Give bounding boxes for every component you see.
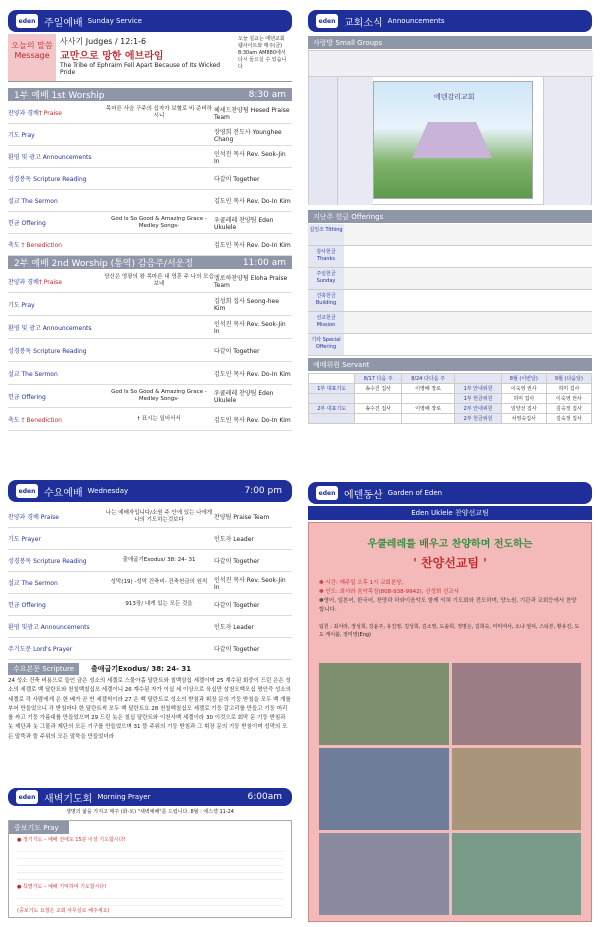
- order-person: 다같이 Together: [214, 558, 260, 565]
- order-person: 다같이 Together: [214, 646, 260, 653]
- team-photo: [452, 663, 582, 745]
- group-labels: [309, 77, 337, 205]
- eden-logo-icon: eden: [16, 790, 38, 804]
- order-row: [8, 408, 292, 431]
- order-person: 다같이 Together: [214, 602, 260, 609]
- servant-cell: 이영배 장로: [401, 404, 454, 414]
- offerings-title: 지난주 헌금 Offerings: [308, 210, 592, 223]
- order-item: 환영 및광고 Announcements: [8, 624, 90, 631]
- order-item: 찬양과 경배† Praise: [8, 278, 62, 286]
- worship2-order: [8, 270, 292, 431]
- offering-row: [308, 224, 592, 246]
- order-item: 헌금 Offering: [8, 220, 46, 227]
- servant-cell: 이영배 장로: [401, 384, 454, 394]
- order-row: [8, 124, 292, 146]
- offering-row: [308, 312, 592, 334]
- servant-row: [309, 384, 592, 394]
- offering-label: 기타 Special Offering: [308, 334, 344, 355]
- servant-cell: [309, 414, 355, 424]
- servant-head-cell: 9월 (다음달): [546, 374, 591, 384]
- order-row: [8, 168, 292, 190]
- servant-cell: [355, 414, 401, 424]
- servant-head: [309, 374, 592, 384]
- poster-title: 우쿨레레를 배우고 찬양하며 전도하는: [367, 539, 533, 550]
- small-groups-table: [308, 50, 592, 205]
- small-groups-head: [309, 51, 593, 77]
- morning-time: 6:00am: [247, 792, 282, 802]
- news-subtitle: Announcements: [387, 17, 445, 25]
- news-title: 교회소식: [344, 17, 383, 29]
- order-row: [8, 339, 292, 362]
- order-music: 목마른 사슴 구주의 십자가 보혈로 비 준비하시니: [105, 105, 213, 119]
- offering-value: [344, 224, 592, 245]
- order-row: [8, 385, 292, 408]
- wednesday-order: [8, 506, 292, 660]
- intercession-box: [8, 820, 292, 918]
- offering-value: [344, 334, 592, 355]
- sermon-title-en: The Tribe of Ephraim Fell Apart Because of Its Wicked Pride: [60, 62, 221, 76]
- order-item: 기도 Prayer: [8, 536, 41, 543]
- servant-cell: 송수진 집사: [355, 384, 401, 394]
- order-item: 축도 † Benediction: [8, 416, 62, 424]
- offering-row: [308, 334, 592, 356]
- church-label: 에덴감리교회: [434, 93, 475, 101]
- sermon-title: 교만으로 망한 에브라임: [60, 51, 164, 62]
- eden-panel: [300, 478, 600, 927]
- servant-head-cell: 8월 (이번달): [501, 374, 546, 384]
- wed-row: [8, 638, 292, 660]
- offering-label: 선교헌금 Mission: [308, 312, 344, 333]
- order-person: 인석진 목사 Rev. Seok-Jin In: [214, 150, 286, 165]
- order-item: 축도 † Benediction: [8, 242, 62, 249]
- order-music: 나는 예배자입니다/소원 주 안에 있는 나에게 나의 기도하는것보다: [105, 509, 213, 523]
- order-row: [8, 234, 292, 256]
- servant-cell: 1부 헌금위원: [455, 394, 501, 404]
- order-person: 인도자 Leader: [214, 536, 254, 543]
- servant-head-cell: 8/17 다음 주: [355, 374, 401, 384]
- order-row: [8, 146, 292, 168]
- order-item: 성경봉독 Scripture Reading: [8, 347, 87, 355]
- poster-description: ✽영어, 일본어, 한국어, 찬양과 하와이음악도 함께 익혀 기도회와 전도하며, 양노원, 기관과 교회등에서 찬양합니다.: [319, 598, 577, 613]
- order-item: 설교 The Sermon: [8, 580, 58, 587]
- servant-cell: 차영숙집사: [501, 414, 546, 424]
- message-label: 오늘의 말씀 Message: [8, 34, 56, 81]
- order-person: 인도자 Leader: [214, 624, 254, 631]
- offerings-table: [308, 224, 592, 356]
- offering-row: [308, 246, 592, 268]
- offering-row: [308, 268, 592, 290]
- morning-subtitle: Morning Prayer: [97, 793, 151, 801]
- team-photo: [452, 748, 582, 830]
- group-names: [337, 77, 373, 205]
- order-person: 김도인 목사 Rev. Do-In Kim: [214, 416, 291, 424]
- offering-value: [344, 312, 592, 333]
- poster-time: ✽ 시간: 매주일 오후 1시 교회본당,: [319, 580, 404, 586]
- order-person: 장영희 전도사 Younghee Chang: [214, 128, 282, 143]
- servant-cell: [355, 394, 401, 404]
- sermon-note: 오늘 설교는 에덴교회 웹사이트와 매주(금) 8:30am AM880에서 다시 들으실 수 있습니다: [238, 36, 287, 70]
- small-groups-title: 사랑방 Small Groups: [308, 36, 592, 49]
- servant-cell: [401, 414, 454, 424]
- order-item: 헌금 Offering: [8, 602, 46, 609]
- servant-cell: 임양선 집사: [501, 404, 546, 414]
- wed-row: [8, 550, 292, 572]
- mission-list: [543, 77, 591, 205]
- order-row: [8, 270, 292, 293]
- poster-members: 팀원 : 최서라, 장성희, 강윤주, 유진영, 김성희, 김소영, 도솔희, 정명은, 김희숙, 미미여사, 소냐 엄덕, 스티븐, 황유진, 도도 케이블, 장미영(Eng): [319, 624, 580, 638]
- poster-details: [319, 579, 581, 615]
- church-painting: [373, 81, 533, 199]
- order-item: 설교 The Sermon: [8, 198, 58, 205]
- scripture-label: 수요본문 Scripture: [8, 663, 79, 675]
- photo-grid: [319, 663, 581, 915]
- regular-prayer: ● 정기기도 – 예배 전에도 15분 이상 기도합시다!: [17, 837, 126, 843]
- eden-header: [308, 482, 592, 504]
- team-photo: [319, 833, 449, 915]
- sermon-reference: 사사기 Judges / 12:1-6: [60, 37, 147, 46]
- morning-title: 새벽기도회: [44, 793, 93, 805]
- servant-cell: [309, 394, 355, 404]
- order-person: 김도인 목사 Rev. Do-In Kim: [214, 370, 291, 378]
- servant-blank: [309, 374, 355, 384]
- prayer-list: [17, 845, 283, 881]
- eden-subtitle: Garden of Eden: [387, 489, 443, 497]
- wed-row: [8, 506, 292, 528]
- offering-value: [344, 290, 592, 311]
- order-music: 성막(19) -성막 건축비- 건축헌금의 원칙: [110, 579, 208, 585]
- offering-label: 십일조 Tithing: [308, 224, 344, 245]
- scripture-reference: 출애굽기Exodus/ 38: 24- 31: [91, 665, 192, 673]
- worship2-bar: 2부 예배 2nd Worship (통역) 감음주/서운정 11:00 am: [8, 256, 292, 269]
- sunday-subtitle: Sunday Service: [87, 17, 142, 25]
- order-item: 설교 The Sermon: [8, 370, 58, 378]
- servant-cell: 송수진 집사: [355, 404, 401, 414]
- news-panel: [300, 0, 600, 440]
- special-list: [17, 892, 283, 906]
- servant-title: 예배위원 Servant: [308, 358, 592, 371]
- wed-row: [8, 616, 292, 638]
- order-music: God Is So Good & Amazing Grace -Medley Songs-: [111, 215, 207, 229]
- order-person: 우쿨레레 찬양팀 Eden Ukulele: [214, 216, 274, 231]
- servant-cell: 이숙영 권사: [546, 394, 591, 404]
- servant-row: [309, 394, 592, 404]
- order-person: 인석진 목사 Rev. Seok-Jin In: [214, 576, 286, 591]
- servant-cell: 2부 안내위원: [455, 404, 501, 414]
- worship1-bar: 1부 예배 1st Worship 8:30 am: [8, 88, 292, 101]
- order-item: 환영 및 광고 Announcements: [8, 324, 92, 332]
- servant-head-cell: 8/24 다다음 주: [401, 374, 454, 384]
- news-header: [308, 10, 592, 32]
- eden-logo-icon: eden: [316, 486, 338, 500]
- poster-subtitle: ' 찬양선교팀 ': [413, 556, 487, 570]
- order-item: 주기도문 Lord's Prayer: [8, 646, 73, 653]
- order-person: 다같이 Together: [214, 176, 260, 183]
- pray-footnote: (중보기도 요청은 교회 사무실로 해주세요): [17, 908, 110, 914]
- special-prayer: ● 특별기도 – 예배 기억하며 기도합시다!: [17, 884, 107, 890]
- order-person: 엘로하찬양팀 Eloha Praise Team: [214, 275, 288, 289]
- wednesday-header: [8, 480, 292, 502]
- wednesday-panel: [0, 478, 300, 927]
- order-music: † 표시는 일어서서: [137, 415, 181, 422]
- order-person: 김도인 목사 Rev. Do-In Kim: [214, 242, 291, 249]
- message-box: [8, 34, 292, 82]
- servant-head-cell: [455, 374, 501, 384]
- order-item: 찬양과 경배 Praise: [8, 514, 59, 521]
- scripture-bar: [8, 663, 292, 675]
- order-row: [8, 102, 292, 124]
- offering-label: 건축헌금 Building: [308, 290, 344, 311]
- order-row: [8, 362, 292, 385]
- eden-title: 에덴동산: [344, 489, 383, 501]
- servant-cell: 이숙영 권사: [501, 384, 546, 394]
- ukulele-band-title: Eden Uklele 찬양선교팀: [308, 506, 592, 520]
- servant-cell: 허미 집사: [546, 384, 591, 394]
- wed-row: [8, 572, 292, 594]
- servant-cell: 2부 대표기도: [309, 404, 355, 414]
- order-person: 김도인 목사 Rev. Do-In Kim: [214, 198, 291, 205]
- eden-logo-icon: eden: [316, 14, 338, 28]
- servant-table: [308, 373, 592, 424]
- order-music: God Is So Good & Amazing Grace -Medley Songs-: [111, 389, 207, 402]
- order-person: 김성희 집사 Seong-hee Kim: [214, 298, 279, 312]
- order-music: 913장/ 내게 있는 모든 것을: [125, 601, 193, 607]
- servant-cell: 2부 헌금위원: [455, 414, 501, 424]
- wednesday-subtitle: Wednesday: [87, 487, 129, 495]
- offering-value: [344, 246, 592, 267]
- order-person: 인석진 목사 Rev. Seok-Jin In: [214, 321, 286, 335]
- team-photo: [319, 748, 449, 830]
- order-music: 출애굽기Exodus/ 38: 24- 31: [122, 557, 196, 563]
- eden-logo-icon: eden: [16, 14, 38, 28]
- order-item: 찬양과 경배† Praise: [8, 110, 62, 117]
- order-person: 헤세드찬양팀 Hesed Praise Team: [214, 106, 290, 121]
- order-item: 성경봉독 Scripture Reading: [8, 558, 87, 565]
- order-item: 성경봉독 Scripture Reading: [8, 176, 87, 183]
- order-music: 당신은 영광의 왕 목마른 내 영혼 주 나의 모습보네: [104, 274, 214, 287]
- morning-prayer-header: [8, 788, 292, 806]
- servant-row: [309, 414, 592, 424]
- sunday-header: [8, 10, 292, 32]
- order-person: 다같이 Together: [214, 347, 260, 355]
- pray-label: 중보기도 Pray: [9, 821, 69, 834]
- offering-row: [308, 290, 592, 312]
- wednesday-title: 수요예배: [44, 487, 83, 499]
- servant-cell: 허미 집사: [501, 394, 546, 404]
- servant-row: [309, 404, 592, 414]
- worship1-order: [8, 102, 292, 256]
- sunday-panel: [0, 0, 300, 440]
- offering-label: 주일헌금 Sunday: [308, 268, 344, 289]
- ukulele-poster: [308, 522, 592, 922]
- team-photo: [319, 663, 449, 745]
- wed-row: [8, 594, 292, 616]
- servant-cell: 김숙정 집사: [546, 414, 591, 424]
- team-photo: [452, 833, 582, 915]
- order-row: [8, 316, 292, 339]
- scripture-verses: 24 성소 건축 비용으로 들인 금은 성소의 세겔로 스물아홉 달란트와 칠백삼십 세겔이며 25 계수된 회중이 드린 은은 성소의 세겔로 백 달란트와 천칠백칠십오 세겔이니 26 계수된 자가 이십 세 이상으로 육십만 삼천오백오십 명인즉 성소의 세겔로 각 사람에게 은 한 베가 곧 반 세겔씩이라 27 은 백 달란트로 성소의 받침과 휘장 문의 기둥 받침을 모두 백 개를 부어 만들었으니 각 받침마다 한 달란트씩 모두 백 달란트요 28 천칠백칠십오 세겔로 기둥 갈고리를 만들고 기둥 머리를 싸고 기둥 가름대를 만들었으며 29 드린 놋은 칠십 달란트와 이천사백 세겔이라 30 이것으로 회막 문 기둥 받침과 놋 제단과 놋 그물과 제단의 모든 기구를 만들었으며 31 뜰 주위의 기둥 받침과 그 휘장 문의 기둥 받침이며 성막의 모든 말뚝과 뜰 주위의 모든 말뚝을 만들었더라: [8, 678, 291, 740]
- servant-cell: 1부 안내위원: [455, 384, 501, 394]
- order-row: [8, 293, 292, 316]
- eden-logo-icon: eden: [16, 484, 38, 498]
- order-item: 기도 Pray: [8, 132, 35, 139]
- servant-cell: [401, 394, 454, 404]
- order-item: 환영 및 광고 Announcements: [8, 154, 92, 161]
- order-item: 헌금 Offering: [8, 393, 46, 401]
- wednesday-time: 7:00 pm: [244, 486, 282, 496]
- order-row: [8, 190, 292, 212]
- wed-row: [8, 528, 292, 550]
- order-person: 우쿨레레 찬양팀 Eden Ukulele: [214, 390, 274, 404]
- servant-cell: 1부 대표기도: [309, 384, 355, 394]
- church-roof-icon: [412, 122, 492, 158]
- sunday-title: 주일예배: [44, 17, 83, 29]
- offering-label: 감사헌금 Thanks: [308, 246, 344, 267]
- morning-note: 생명의 삶을 가지고 매주 (화-토) "새벽예배"를 드립니다. 8월 : 에스겔 11-24: [66, 809, 234, 815]
- servant-cell: 김숙정 집사: [546, 404, 591, 414]
- offering-value: [344, 268, 592, 289]
- order-row: [8, 212, 292, 234]
- order-person: 찬양팀 Praise Team: [214, 514, 270, 521]
- order-item: 기도 Pray: [8, 301, 35, 309]
- poster-leader: ✽ 인도: 최서라 음악목장(808-938-9942), 신성희 선교사: [319, 589, 459, 595]
